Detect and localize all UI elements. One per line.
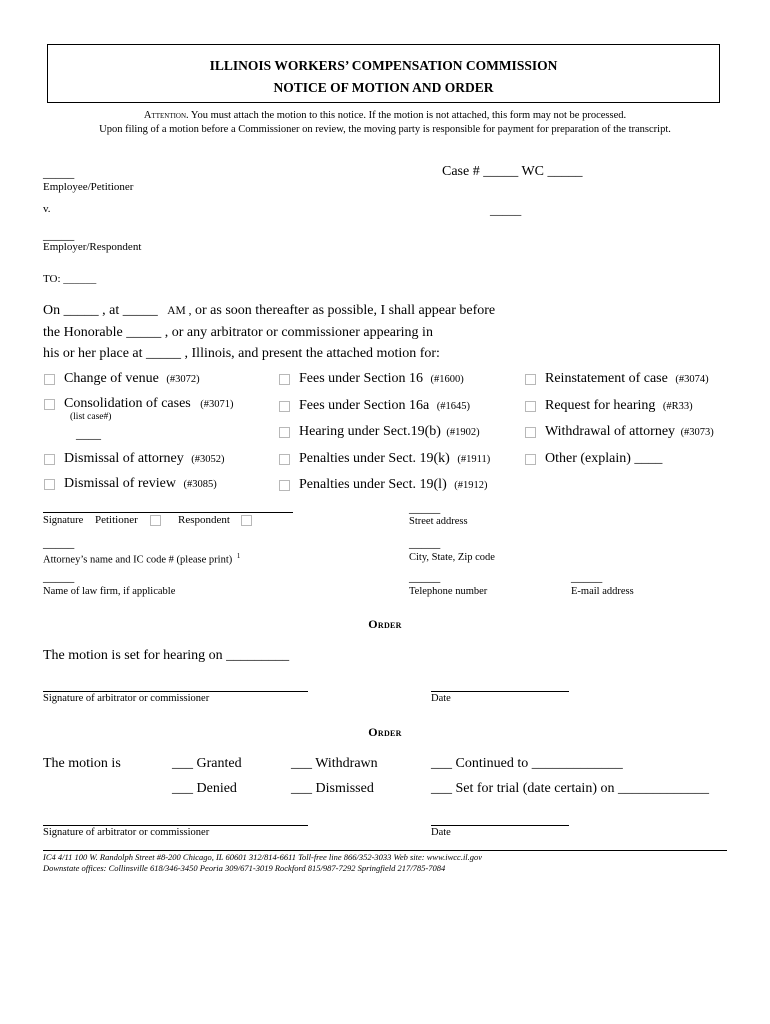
reinstatement-code: (#3074) (675, 374, 709, 385)
dismissal-review-checkbox[interactable] (44, 479, 55, 490)
date-line-1[interactable] (431, 691, 569, 692)
list-case-note: (list case#) (70, 412, 112, 422)
dismissal-review-label: Dismissal of review (64, 476, 176, 491)
to-field[interactable]: TO: ______ (43, 273, 97, 285)
petitioner-label: Petitioner (95, 514, 138, 526)
appear-line1 (43, 303, 495, 319)
hearing-19b-checkbox[interactable] (279, 427, 290, 438)
date-line-2[interactable] (431, 825, 569, 826)
arbitrator-signature-label-1: Signature of arbitrator or commissioner (43, 693, 210, 704)
denied-option[interactable]: ___ Denied (172, 781, 237, 796)
respondent-checkbox[interactable] (241, 515, 252, 526)
hearing-19b-option (299, 424, 480, 440)
penalties-19l-option (299, 477, 488, 493)
attention-label: Attention. (143, 110, 189, 121)
penalties-19l-checkbox[interactable] (279, 480, 290, 491)
withdrawal-attorney-label: Withdrawal of attorney (545, 424, 676, 439)
withdrawal-attorney-code: (#3073) (680, 427, 714, 438)
change-venue-code: (#3072) (166, 374, 200, 385)
request-hearing-label: Request for hearing (545, 398, 656, 413)
other-checkbox[interactable] (525, 454, 536, 465)
change-venue-checkbox[interactable] (44, 374, 55, 385)
appear-line2: the Honorable _____ , or any arbitrator or commissioner appearing in (43, 325, 433, 340)
withdrawal-attorney-option (545, 424, 714, 440)
hearing-date-field[interactable]: The motion is set for hearing on _________ (43, 648, 290, 663)
am-label: AM , (167, 305, 192, 317)
wc-second-blank[interactable]: _____ (490, 203, 522, 217)
appear-line1-rest: or as soon thereafter as possible, I shall appear before (195, 303, 496, 318)
fees-section-16-label: Fees under Section 16 (299, 371, 424, 386)
law-firm-blank[interactable]: _____ (43, 570, 75, 584)
reinstatement-checkbox[interactable] (525, 374, 536, 385)
fees-section-16a-label: Fees under Section 16a (299, 398, 430, 413)
dismissal-review-option (64, 476, 217, 492)
attorney-footnote-marker: 1 (236, 552, 241, 560)
signature-line[interactable] (43, 512, 293, 513)
reinstatement-label: Reinstatement of case (545, 371, 668, 386)
request-hearing-option (545, 398, 693, 414)
attorney-name-blank[interactable]: _____ (43, 536, 75, 550)
street-address-label: Street address (409, 516, 468, 527)
penalties-19l-label: Penalties under Sect. 19(l) (299, 477, 447, 492)
dismissal-attorney-label: Dismissal of attorney (64, 451, 184, 466)
fees-section-16a-option (299, 398, 470, 414)
dismissal-review-code: (#3085) (183, 479, 217, 490)
request-hearing-code: (#R33) (662, 401, 693, 412)
other-explain-option[interactable]: Other (explain) ____ (545, 451, 663, 466)
dismissal-attorney-option (64, 451, 225, 467)
hearing-19b-label: Hearing under Sect.19(b) (299, 424, 441, 439)
request-hearing-checkbox[interactable] (525, 401, 536, 412)
employer-respondent-label: Employer/Respondent (43, 241, 142, 253)
hearing-19b-code: (#1902) (446, 427, 480, 438)
order-heading-1: Order (368, 617, 402, 631)
dismissal-attorney-code: (#3052) (191, 454, 225, 465)
attorney-name-text: Attorney’s name and IC code # (please print) (43, 554, 233, 566)
form-subtitle: NOTICE OF MOTION AND ORDER (273, 80, 494, 95)
continued-option[interactable]: ___ Continued to _____________ (431, 756, 623, 771)
change-venue-option (64, 371, 200, 387)
fees-section-16-code: (#1600) (430, 374, 464, 385)
arbitrator-signature-label-2: Signature of arbitrator or commissioner (43, 827, 210, 838)
reinstatement-option (545, 371, 709, 387)
set-for-trial-option[interactable]: ___ Set for trial (date certain) on _____________ (431, 781, 709, 796)
employee-petitioner-label: Employee/Petitioner (43, 181, 134, 193)
dismissal-attorney-checkbox[interactable] (44, 454, 55, 465)
employer-blank[interactable]: _____ (43, 228, 75, 242)
email-label: E-mail address (571, 586, 634, 597)
penalties-19k-option (299, 451, 490, 467)
fees-section-16a-checkbox[interactable] (279, 401, 290, 412)
attention-text: You must attach the motion to this notice. If the motion is not attached, this form may not be processed. (190, 110, 627, 121)
motion-is-label: The motion is (43, 756, 121, 771)
date-label-1: Date (431, 693, 451, 704)
signature-label: Signature (43, 515, 84, 526)
consolidation-checkbox[interactable] (44, 399, 55, 410)
attention-notice-line2: Upon filing of a motion before a Commissioner on review, the moving party is responsible for payment for preparation of the transcript. (99, 124, 671, 135)
consolidation-code: (#3071) (200, 399, 234, 410)
granted-option[interactable]: ___ Granted (172, 756, 242, 771)
street-address-blank[interactable]: _____ (409, 501, 441, 515)
penalties-19l-code: (#1912) (454, 480, 488, 491)
telephone-blank[interactable]: _____ (409, 570, 441, 584)
law-firm-label: Name of law firm, if applicable (43, 586, 176, 597)
city-state-zip-blank[interactable]: _____ (409, 536, 441, 550)
attorney-name-label (43, 552, 240, 566)
list-case-blank[interactable]: ____ (76, 427, 101, 441)
footer-address-line: IC4 4/11 100 W. Randolph Street #8-200 Chicago, IL 60601 312/814-6611 Toll-free line 866/352-3033 Web site: www.iwcc.il.gov (43, 852, 483, 862)
withdrawn-option[interactable]: ___ Withdrawn (291, 756, 378, 771)
order-heading-2: Order (368, 725, 402, 739)
email-blank[interactable]: _____ (571, 570, 603, 584)
appear-date-time[interactable]: On _____ , at _____ (43, 303, 158, 318)
penalties-19k-label: Penalties under Sect. 19(k) (299, 451, 450, 466)
case-number-field[interactable]: Case # _____ WC _____ (442, 164, 583, 179)
footer-downstate-line: Downstate offices: Collinsville 618/346-3450 Peoria 309/671-3019 Rockford 815/987-7292 Springfield 217/785-7084 (43, 863, 446, 873)
petitioner-checkbox[interactable] (150, 515, 161, 526)
dismissed-option[interactable]: ___ Dismissed (291, 781, 374, 796)
fees-section-16a-code: (#1645) (436, 401, 470, 412)
penalties-19k-checkbox[interactable] (279, 454, 290, 465)
penalties-19k-code: (#1911) (457, 454, 491, 465)
fees-section-16-checkbox[interactable] (279, 374, 290, 385)
versus-label: v. (43, 203, 51, 215)
footer-divider (43, 850, 727, 851)
form-header (47, 44, 720, 103)
consolidation-option (64, 396, 234, 412)
attention-notice-line1 (0, 110, 770, 121)
telephone-label: Telephone number (409, 586, 488, 597)
appear-line3: his or her place at _____ , Illinois, and present the attached motion for: (43, 346, 440, 361)
form-title: ILLINOIS WORKERS’ COMPENSATION COMMISSION (209, 58, 558, 73)
consolidation-label: Consolidation of cases (64, 396, 191, 411)
arbitrator-signature-line-1[interactable] (43, 691, 308, 692)
respondent-label: Respondent (178, 514, 230, 526)
city-state-zip-label: City, State, Zip code (409, 552, 495, 563)
fees-section-16-option (299, 371, 464, 387)
arbitrator-signature-line-2[interactable] (43, 825, 308, 826)
employee-blank[interactable]: _____ (43, 166, 75, 180)
withdrawal-attorney-checkbox[interactable] (525, 427, 536, 438)
change-venue-label: Change of venue (64, 371, 159, 386)
date-label-2: Date (431, 827, 451, 838)
